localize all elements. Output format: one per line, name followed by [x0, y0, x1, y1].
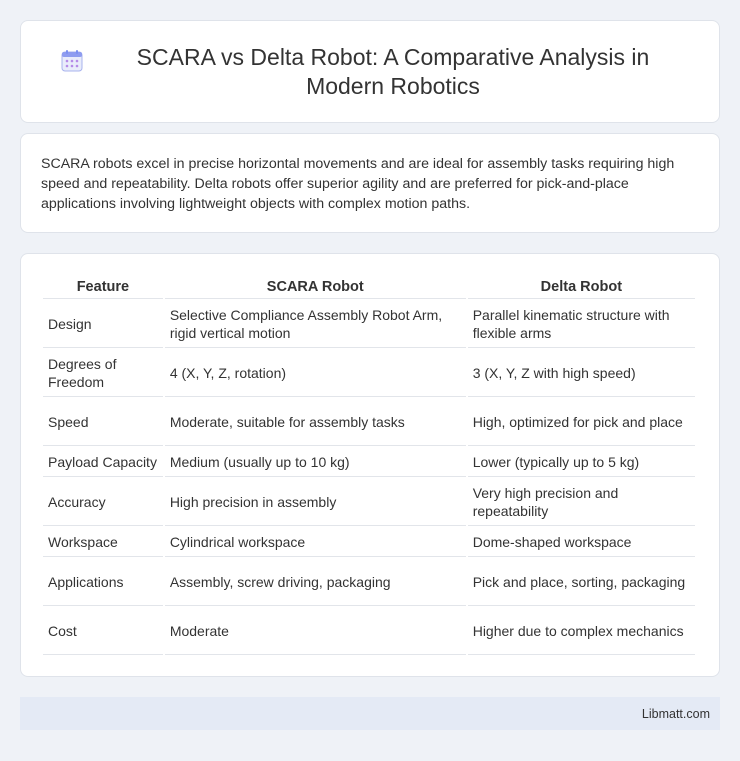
scara-cell: Selective Compliance Assembly Robot Arm, rigid vertical motion	[165, 301, 466, 348]
table-row	[43, 528, 695, 557]
table-row	[43, 559, 695, 606]
scara-cell: High precision in assembly	[165, 479, 466, 526]
delta-cell: Higher due to complex mechanics	[468, 608, 695, 655]
table-row	[43, 448, 695, 477]
table-row	[43, 479, 695, 526]
footer-site-link[interactable]: Libmatt.com	[641, 706, 710, 721]
scara-cell: Moderate	[165, 608, 466, 655]
feature-cell: Speed	[43, 399, 163, 446]
table-row	[43, 350, 695, 397]
delta-cell: Very high precision and repeatability	[468, 479, 695, 526]
feature-cell: Design	[43, 301, 163, 348]
feature-cell: Accuracy	[43, 479, 163, 526]
comparison-table	[41, 274, 697, 657]
delta-cell: 3 (X, Y, Z with high speed)	[468, 350, 695, 397]
title-card	[20, 20, 720, 123]
feature-cell: Cost	[43, 608, 163, 655]
scara-cell: Medium (usually up to 10 kg)	[165, 448, 466, 477]
header-feature: Feature	[43, 276, 163, 299]
title-wrap	[60, 43, 680, 101]
table-row	[43, 301, 695, 348]
intro-paragraph: SCARA robots excel in precise horizontal movements and are ideal for assembly tasks requiring high speed and repeatability. Delta robots offer superior agility and are preferred for pick-and-place applications involving lightweight objects with complex motion paths.	[41, 156, 675, 212]
delta-cell: Pick and place, sorting, packaging	[468, 559, 695, 606]
table-row	[43, 608, 695, 655]
page-title: SCARA vs Delta Robot: A Comparative Analysis in Modern Robotics	[136, 43, 650, 99]
scara-cell: 4 (X, Y, Z, rotation)	[165, 350, 466, 397]
scara-cell: Assembly, screw driving, packaging	[165, 559, 466, 606]
feature-cell: Workspace	[43, 528, 163, 557]
comparison-table-card	[20, 253, 720, 677]
calendar-icon	[60, 49, 84, 73]
delta-cell: Lower (typically up to 5 kg)	[468, 448, 695, 477]
delta-cell: High, optimized for pick and place	[468, 399, 695, 446]
scara-cell: Moderate, suitable for assembly tasks	[165, 399, 466, 446]
footer	[20, 697, 720, 730]
feature-cell: Payload Capacity	[43, 448, 163, 477]
feature-cell: Degrees of Freedom	[43, 350, 163, 397]
table-header-row	[43, 276, 695, 299]
intro-card	[20, 133, 720, 233]
table-row	[43, 399, 695, 446]
delta-cell: Dome-shaped workspace	[468, 528, 695, 557]
delta-cell: Parallel kinematic structure with flexible arms	[468, 301, 695, 348]
header-scara: SCARA Robot	[165, 276, 466, 299]
feature-cell: Applications	[43, 559, 163, 606]
header-delta: Delta Robot	[468, 276, 695, 299]
scara-cell: Cylindrical workspace	[165, 528, 466, 557]
